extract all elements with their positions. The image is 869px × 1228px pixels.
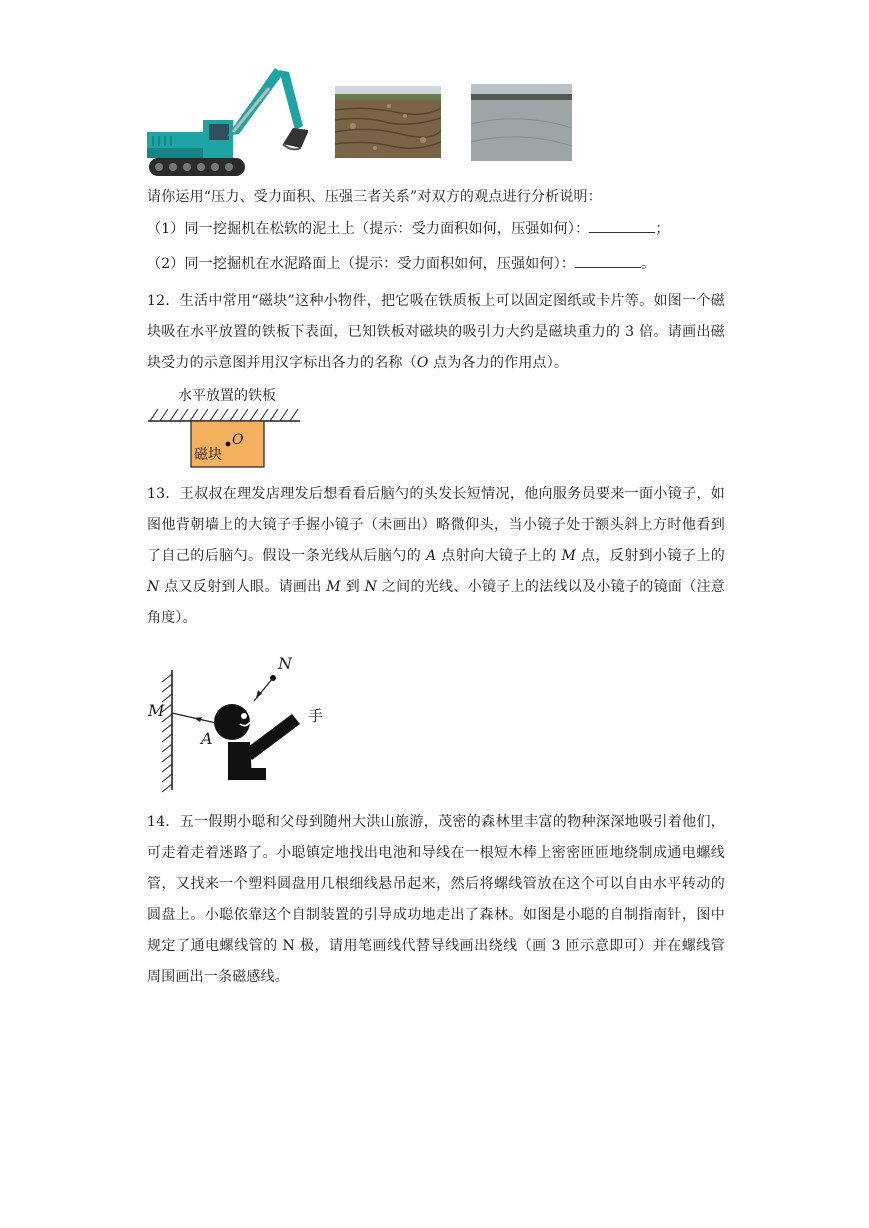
magnet-block-figure (146, 388, 306, 470)
iron-plate-label: 水平放置的铁板 (178, 388, 276, 404)
point-o-label: O (232, 432, 244, 448)
label-hand: 手 (308, 707, 324, 725)
soft-soil-photo (335, 86, 441, 158)
magnet-block-label: 磁块 (194, 447, 222, 463)
mirror-figure (140, 652, 340, 794)
q11-item-2: （2）同一挖掘机在水泥路面上（提示：受力面积如何，压强如何）： 。 (147, 249, 725, 280)
q13-text: 13．王叔叔在理发店理发后想看看后脑勺的头发长短情况，他向服务员要来一面小镜子，如图他背朝墙上的大镜子手握小镜子（未画出）略微仰头，当小镜子处于额头斜上方时他看到了自己的后脑勺。假设一条光线从后脑勺的 A 点射向大镜子上的 M 点，反射到小镜子上的 N 点又反射到人眼。请画出 M 到 N 之间的光线、小镜子上的法线以及小镜子的镜面（注意角度）。 (147, 486, 725, 626)
label-n: N (278, 654, 292, 673)
q12-text: 12．生活中常用“磁块”这种小物件，把它吸在铁质板上可以固定图纸或卡片等。如图一个磁块吸在水平放置的铁板下表面，已知铁板对磁块的吸引力大约是磁块重力的 3 倍。请画出磁块受力的示意图并用汉字标出各力的名称（O 点为各力的作用点）。 (147, 293, 725, 371)
q11-item-1: （1）同一挖掘机在松软的泥土上（提示：受力面积如何，压强如何）： ； (147, 214, 725, 245)
label-m: M (148, 701, 165, 720)
answer-blank-2[interactable] (575, 253, 641, 268)
concrete-road-photo (471, 84, 572, 161)
excavator-image (143, 66, 308, 180)
label-a: A (201, 729, 213, 748)
q11-intro: 请你运用“压力、受力面积、压强三者关系”对双方的观点进行分析说明： (147, 189, 602, 205)
q14-text: 14．五一假期小聪和父母到随州大洪山旅游，茂密的森林里丰富的物种深深地吸引着他们，可走着走着迷路了。小聪镇定地找出电池和导线在一根短木棒上密密匝匝地绕制成通电螺线管，又找来一个塑料圆盘用几根细线悬吊起来，然后将螺线管放在这个可以自由水平转动的圆盘上。小聪依靠这个自制装置的引导成功地走出了森林。如图是小聪的自制指南针，图中规定了通电螺线管的 N 极，请用笔画线代替导线画出绕线（画 3 匝示意即可）并在螺线管周围画出一条磁感线。 (147, 814, 725, 985)
answer-blank-1[interactable] (589, 218, 655, 233)
